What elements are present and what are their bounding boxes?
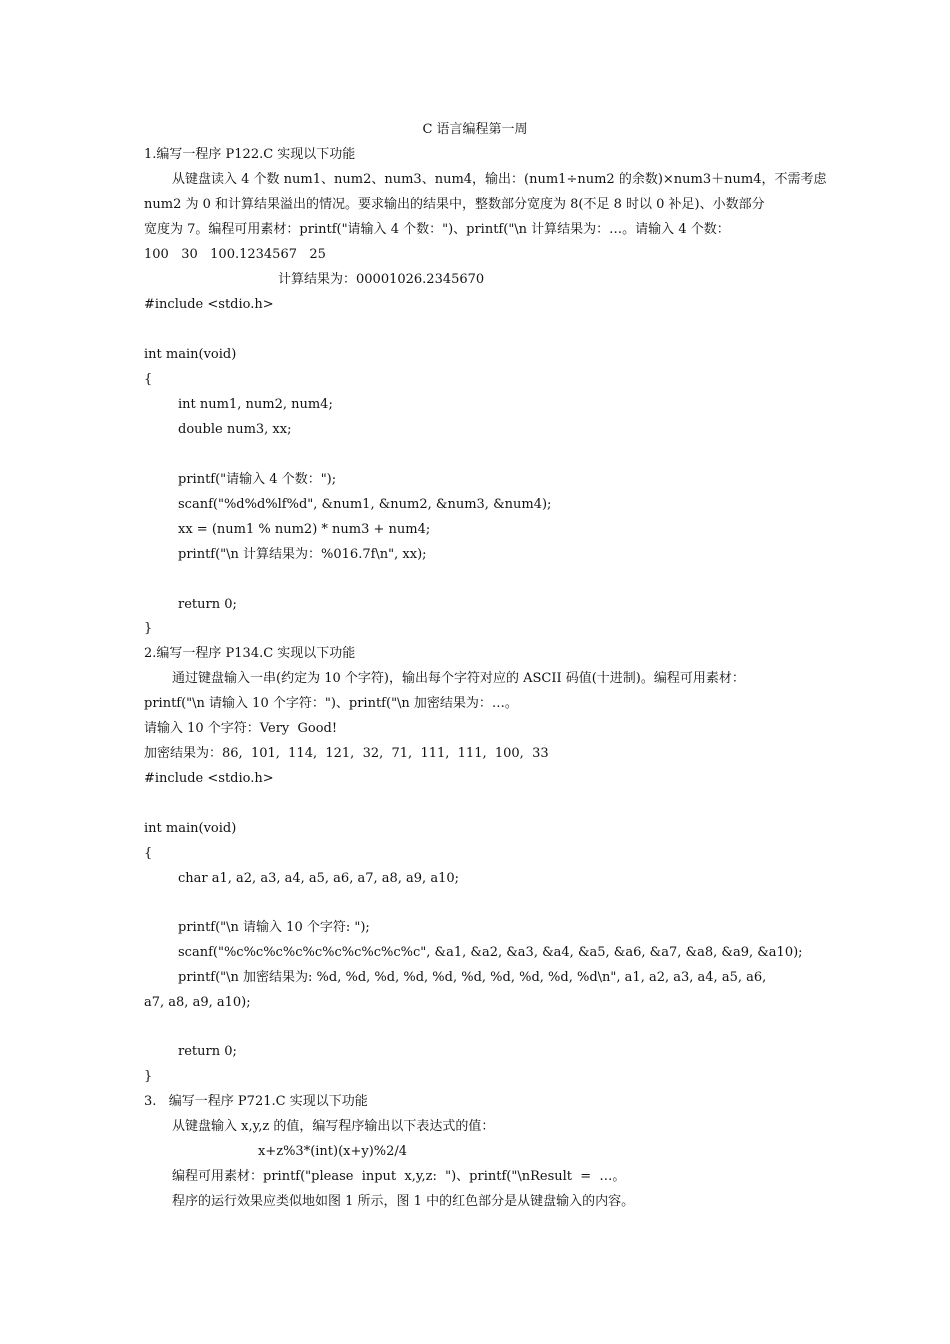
code-line: scanf("%c%c%c%c%c%c%c%c%c%c", &a1, &a2, &a3, &a4, &a5, &a6, &a7, &a8, &a9, &a10); bbox=[178, 945, 803, 960]
question-3-heading: 3. 编写一程序 P721.C 实现以下功能 bbox=[144, 1094, 368, 1109]
code-line: } bbox=[144, 621, 153, 636]
code-line: scanf("%d%d%lf%d", &num1, &num2, &num3, &num4); bbox=[178, 497, 552, 512]
question-1-text: 宽度为 7。编程可用素材：printf("请输入 4 个数：")、printf("\n 计算结果为：…。请输入 4 个数： bbox=[144, 222, 730, 237]
code-line: return 0; bbox=[178, 1044, 237, 1059]
question-1-text: 从键盘读入 4 个数 num1、num2、num3、num4，输出：(num1÷num2 的余数)×num3＋num4，不需考虑 bbox=[172, 172, 827, 187]
code-line: { bbox=[144, 846, 153, 861]
code-line: printf("\n 请输入 10 个字符: "); bbox=[178, 920, 370, 935]
code-line: xx = (num1 % num2) * num3 + num4; bbox=[178, 522, 431, 537]
sample-input: 100 30 100.1234567 25 bbox=[144, 247, 326, 262]
code-line: int main(void) bbox=[144, 347, 237, 362]
code-line: int num1, num2, num4; bbox=[178, 397, 333, 412]
question-3-text: 从键盘输入 x,y,z 的值，编写程序输出以下表达式的值： bbox=[172, 1119, 495, 1134]
code-line: double num3, xx; bbox=[178, 422, 292, 437]
code-line: char a1, a2, a3, a4, a5, a6, a7, a8, a9, a10; bbox=[178, 871, 459, 886]
question-1-text: num2 为 0 和计算结果溢出的情况。要求输出的结果中，整数部分宽度为 8(不足 8 时以 0 补足)、小数部分 bbox=[144, 197, 765, 212]
code-line: } bbox=[144, 1069, 153, 1084]
sample-output: 计算结果为：00001026.2345670 bbox=[278, 272, 485, 287]
question-2-text: 通过键盘输入一串(约定为 10 个字符)，输出每个字符对应的 ASCII 码值(十进制)。编程可用素材： bbox=[172, 671, 745, 686]
code-line: #include <stdio.h> bbox=[144, 771, 274, 786]
code-line: return 0; bbox=[178, 597, 237, 612]
page-title: C 语言编程第一周 bbox=[422, 122, 528, 137]
question-3-text: 程序的运行效果应类似地如图 1 所示，图 1 中的红色部分是从键盘输入的内容。 bbox=[172, 1194, 635, 1209]
sample-input: 请输入 10 个字符：Very Good! bbox=[144, 721, 338, 736]
question-2-heading: 2.编写一程序 P134.C 实现以下功能 bbox=[144, 646, 356, 661]
code-line: printf("\n 加密结果为: %d, %d, %d, %d, %d, %d, %d, %d, %d, %d\n", a1, a2, a3, a4, a5, a6, bbox=[178, 970, 767, 985]
question-2-text: printf("\n 请输入 10 个字符：")、printf("\n 加密结果为：…。 bbox=[144, 696, 518, 711]
sample-output: 加密结果为：86, 101, 114, 121, 32, 71, 111, 111, 100, 33 bbox=[144, 746, 549, 761]
question-1-heading: 1.编写一程序 P122.C 实现以下功能 bbox=[144, 147, 356, 162]
code-line: int main(void) bbox=[144, 821, 237, 836]
code-line: a7, a8, a9, a10); bbox=[144, 995, 251, 1010]
expression: x+z%3*(int)(x+y)%2/4 bbox=[258, 1144, 408, 1159]
code-line: { bbox=[144, 372, 153, 387]
code-line: #include <stdio.h> bbox=[144, 297, 274, 312]
code-line: printf("请输入 4 个数："); bbox=[178, 472, 337, 487]
code-line: printf("\n 计算结果为：%016.7f\n", xx); bbox=[178, 547, 427, 562]
question-3-text: 编程可用素材：printf("please input x,y,z: ")、printf("\nResult = …。 bbox=[172, 1169, 626, 1184]
